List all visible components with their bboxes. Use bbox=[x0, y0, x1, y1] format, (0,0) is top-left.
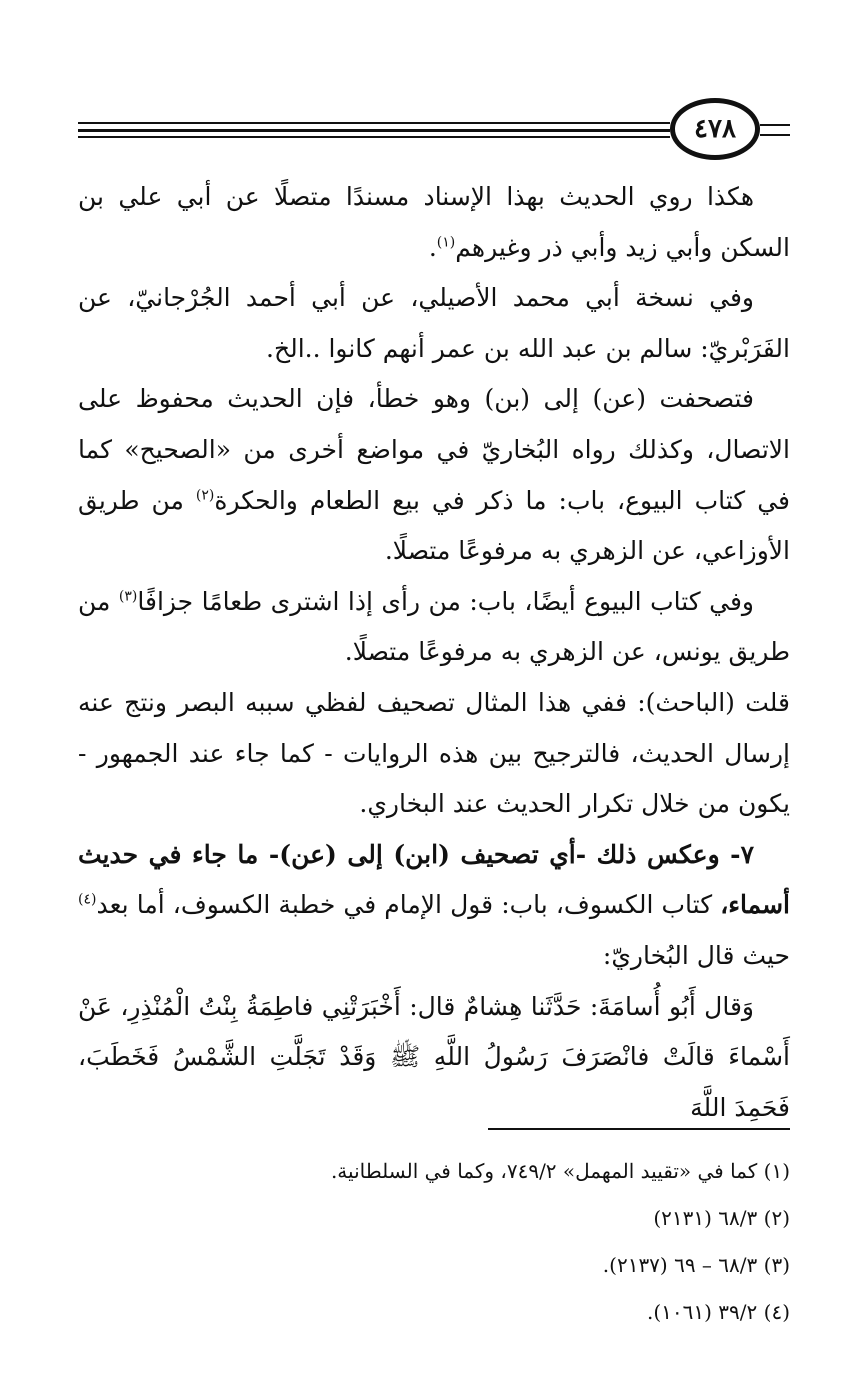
footnote: (٢) ٦٨/٣ (٢١٣١) bbox=[653, 1206, 790, 1230]
footnote: (٤) ٣٩/٢ (١٠٦١). bbox=[646, 1300, 790, 1324]
header-rule-middle bbox=[78, 129, 670, 132]
footnotes bbox=[78, 1148, 790, 1336]
footnote-ref: (١) bbox=[436, 234, 456, 251]
paragraph-text-after: حيث قال البُخاريّ: bbox=[602, 940, 790, 970]
footnote-ref: (٢) bbox=[195, 487, 215, 504]
paragraph-text-after: . bbox=[428, 232, 437, 262]
paragraph-text: قلت (الباحث): ففي هذا المثال تصحيف لفظي سببه البصر ونتج عنه إرسال الحديث، فالترجيح بين هذه الروايات - كما جاء عند الجمهور - يكون من خلال تكرار الحديث عند البخاري. bbox=[78, 687, 790, 819]
paragraph bbox=[78, 678, 790, 830]
footnote: (١) كما في «تقييد المهمل» ٧٤٩/٢، وكما في السلطانية. bbox=[330, 1159, 790, 1183]
header-rule-bottom bbox=[78, 136, 670, 138]
paragraph-text: هكذا روي الحديث بهذا الإسناد مسندًا متصلًا عن أبي علي بن السكن وأبي زيد وأبي ذر وغيرهم bbox=[78, 182, 790, 262]
paragraph-text: كتاب الكسوف، باب: قول الإمام في خطبة الكسوف، أما بعد bbox=[96, 890, 721, 920]
page-number: ٤٧٨ bbox=[670, 98, 760, 160]
paragraph-text-after: من طريق يونس، عن الزهري به مرفوعًا متصلًا. bbox=[78, 586, 790, 667]
paragraph-text-after: من طريق الأوزاعي، عن الزهري به مرفوعًا متصلًا. bbox=[78, 485, 790, 566]
bold-heading-text: ٧- وعكس ذلك -أي تصحيف (ابن) إلى (عن)- ما جاء في حديث أسماء، bbox=[78, 839, 790, 920]
hadith-text: وَقال أَبُو أُسامَةَ: حَدَّثَنا هِشامٌ قال: أَخْبَرَتْنِي فاطِمَةُ بِنْتُ الْمُنْذِرِ، عَنْ أَسْماءَ قالَتْ فانْصَرَفَ رَسُولُ اللَّهِ ﷺ وَقَدْ تَجَلَّتِ الشَّمْسُ فَخَطَبَ، فَحَمِدَ اللَّهَ bbox=[78, 991, 790, 1122]
footnote-ref: (٤) bbox=[78, 891, 97, 908]
header-rule-right-top bbox=[760, 124, 790, 126]
paragraph bbox=[78, 374, 790, 576]
paragraph-text: فتصحفت (عن) إلى (بن) وهو خطأ، فإن الحديث محفوظ على الاتصال، وكذلك رواه البُخاريّ في مواضع أخرى من «الصحيح» كما في كتاب البيوع، باب: ما ذكر في بيع الطعام والحكرة bbox=[78, 384, 790, 515]
page-header bbox=[78, 96, 790, 166]
paragraph bbox=[78, 830, 790, 982]
paragraph-text: وفي نسخة أبي محمد الأصيلي، عن أبي أحمد الجُرْجانيّ، عن الفَرَبْريّ: سالم بن عبد الله بن عمر أنهم كانوا ..الخ. bbox=[78, 283, 790, 363]
main-text bbox=[78, 172, 790, 1133]
paragraph bbox=[78, 982, 790, 1134]
footnote-divider bbox=[488, 1128, 790, 1130]
footnote-ref: (٣) bbox=[118, 588, 138, 605]
paragraph-text: وفي كتاب البيوع أيضًا، باب: من رأى إذا اشترى طعامًا جزافًا bbox=[137, 586, 755, 616]
header-rule-right-bottom bbox=[760, 134, 790, 136]
header-rule-top bbox=[78, 122, 670, 124]
paragraph bbox=[78, 577, 790, 678]
paragraph bbox=[78, 172, 790, 273]
paragraph bbox=[78, 273, 790, 374]
footnote: (٣) ٦٨/٣ – ٦٩ (٢١٣٧). bbox=[602, 1253, 790, 1277]
